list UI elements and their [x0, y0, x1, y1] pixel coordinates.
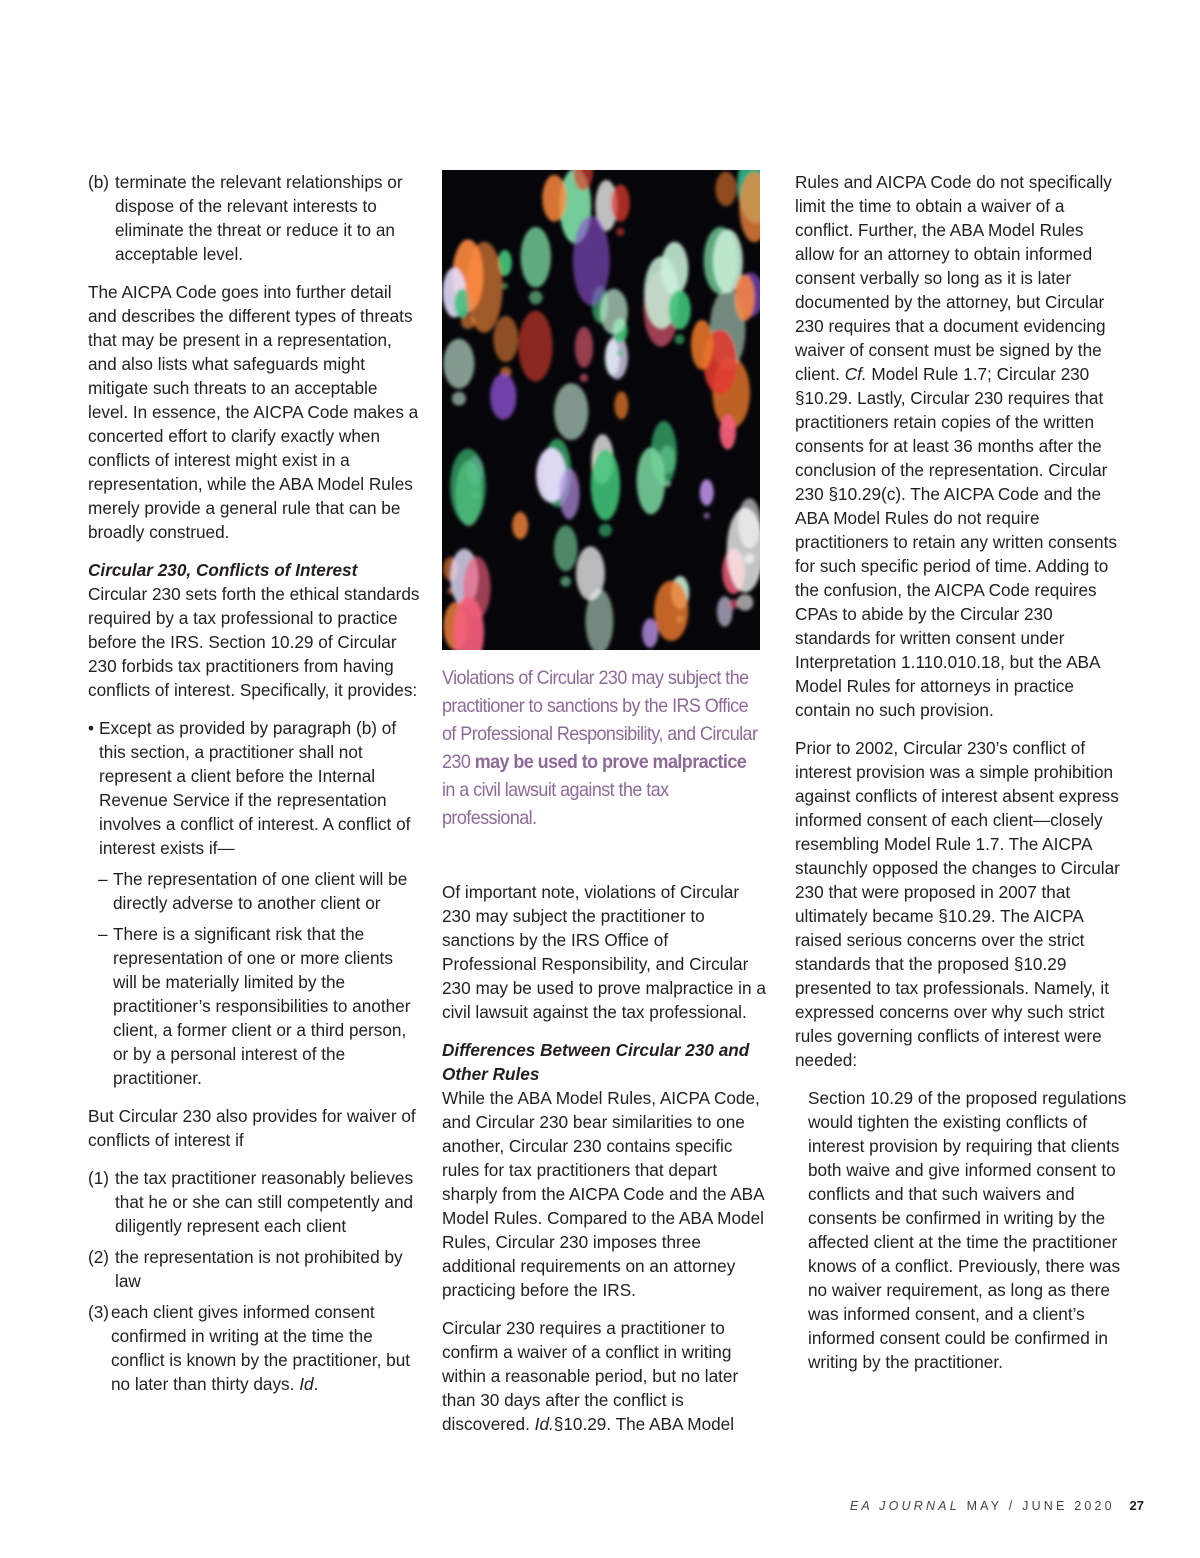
bokeh-light	[554, 525, 578, 571]
bullet-text: Except as provided by paragraph (b) of this section, a practitioner shall not represent a client before the Internal Revenue Service if the representation involves a conflict of interest. A conflict of interest exists if—	[99, 718, 411, 858]
bokeh-light	[614, 392, 628, 420]
bokeh-light	[715, 172, 736, 207]
bokeh-lights-graphic	[442, 170, 760, 650]
paragraph-aicpa-code: The AICPA Code goes into further detail and describes the different types of threats that may be present in a representation, and also lists what safeguards might mitigate such threats to an acceptable level. In essence, the AICPA Code makes a concerted effort to clarify exactly when conflicts of interest might exist in a representation, while the ABA Model Rules merely provide a general rule that can be broadly construed.	[88, 282, 419, 542]
bokeh-light	[466, 242, 503, 333]
dash-marker: –	[98, 924, 108, 944]
bokeh-dot	[675, 334, 685, 344]
pull-quote-text-end: in a civil lawsuit against the tax professional.	[442, 779, 669, 829]
bokeh-light	[611, 185, 630, 222]
bokeh-light	[512, 512, 528, 539]
citation: Id	[299, 1374, 314, 1394]
paragraph-differences: While the ABA Model Rules, AICPA Code, and Circular 230 bear similarities to one another, Circular 230 contains specific rules for tax practitioners that depart sharply from the AICPA Code and the ABA Model Rules. Compared to the ABA Model Rules, Circular 230 imposes three additional requirements on an attorney practicing before the IRS.	[442, 1088, 764, 1300]
page-footer	[0, 1498, 1144, 1513]
column-right	[795, 170, 1127, 1374]
column-left	[88, 170, 420, 1403]
bokeh-light	[637, 447, 666, 514]
paragraph-text: Circular 230 requires a practitioner to confirm a waiver of a conflict in writing within a reasonable period, but no later than 30 days after the conflict is discovered.	[442, 1318, 739, 1434]
list-item-2	[88, 1245, 420, 1293]
bokeh-light	[720, 414, 736, 449]
journal-name: EA JOURNAL	[849, 1499, 960, 1513]
bokeh-lights-photo	[442, 170, 760, 650]
bokeh-light	[591, 449, 620, 520]
pull-quote-emphasis: may be used to prove malpractice	[474, 751, 747, 773]
bokeh-dot	[599, 524, 612, 537]
bokeh-light	[576, 546, 605, 600]
list-item-text: terminate the relevant relationships or dispose of the relevant interests to eliminate the threat or reduce it to an acceptable level.	[115, 172, 403, 264]
bokeh-dot	[580, 374, 588, 382]
paragraph-text: Rules and AICPA Code do not specifically limit the time to obtain a waiver of a conflict. Further, the ABA Model Rules allow for an attorney to obtain informed consent verbally so long as it is later documented by the attorney, but Circular 230 requires that a document evidencing waiver of consent must be signed by the client.	[795, 172, 1112, 384]
bokeh-dot	[452, 392, 466, 406]
list-item-b	[88, 170, 420, 266]
bokeh-light	[559, 469, 579, 520]
section-differences	[442, 1038, 767, 1302]
bullet-marker: •	[88, 718, 95, 738]
dash-text: There is a significant risk that the representation of one or more clients will be materially limited by the practitioner’s responsibilities to another client, a former client or a third person, or by a personal interest of the practitioner.	[113, 924, 411, 1088]
bokeh-light	[518, 311, 552, 382]
pull-quote	[442, 664, 759, 832]
bokeh-light	[700, 479, 714, 505]
bokeh-light	[600, 289, 628, 335]
list-item-text: each client gives informed consent confirmed in writing at the time the conflict is known by the practitioner, but no later than thirty days.	[111, 1302, 411, 1394]
bokeh-light	[738, 498, 760, 548]
page-number: 27	[1129, 1498, 1144, 1513]
list-item-1	[88, 1166, 420, 1238]
issue-date: MAY / JUNE 2020	[966, 1499, 1115, 1513]
list-item-3: (3) each client gives informed consent confirmed in writing at the time the conflict is known by the practitioner, but no later than thirty days. Id.	[88, 1302, 411, 1394]
section-heading: Differences Between Circular 230 and Other Rules	[442, 1040, 750, 1084]
paragraph-circular-230: Circular 230 sets forth the ethical standards required by a tax professional to practice before the IRS. Section 10.29 of Circular 230 forbids tax practitioners from having conflicts of interest. Specifically, it provides:	[88, 584, 420, 700]
bokeh-light	[493, 316, 518, 362]
bokeh-light	[573, 216, 610, 306]
bokeh-dot	[704, 513, 710, 519]
bokeh-light	[490, 373, 516, 419]
list-marker: (b)	[88, 172, 110, 192]
dash-item-2	[88, 922, 420, 1090]
bokeh-dot	[502, 283, 508, 289]
bokeh-light	[521, 227, 551, 288]
bokeh-light	[669, 290, 691, 329]
bokeh-light	[735, 274, 755, 321]
bokeh-dot	[617, 350, 624, 357]
citation: Cf.	[844, 364, 867, 384]
paragraph-waiver-writing	[442, 1316, 767, 1436]
paragraph-text-end: §10.29. The ABA Model	[553, 1414, 735, 1434]
dash-item-1	[88, 867, 420, 915]
paragraph-important-note: Of important note, violations of Circular 230 may subject the practitioner to sanctions by the IRS Office of Professional Responsibility, and Circular 230 may be used to prove malpractice in a civil lawsuit against the tax professional.	[442, 882, 766, 1022]
bokeh-dot	[529, 291, 543, 305]
bokeh-light	[575, 327, 593, 368]
section-heading: Circular 230, Conflicts of Interest	[88, 560, 358, 580]
dash-marker: –	[98, 869, 108, 889]
paragraph-model-rules	[795, 170, 1127, 722]
list-item-text: the tax practitioner reasonably believes that he or she can still competently and diligently represent each client	[115, 1168, 414, 1236]
bokeh-light	[554, 383, 588, 440]
bokeh-dot	[560, 576, 571, 587]
bokeh-light	[443, 339, 474, 389]
bokeh-light	[691, 320, 713, 370]
list-marker: (1)	[88, 1168, 110, 1188]
list-marker: (3)	[88, 1302, 110, 1322]
bokeh-light	[654, 581, 688, 641]
bokeh-light	[661, 242, 689, 296]
bokeh-dot	[616, 228, 624, 236]
paragraph-waiver: But Circular 230 also provides for waiver of conflicts of interest if	[88, 1106, 416, 1150]
bokeh-dot	[737, 594, 754, 611]
bokeh-dot	[744, 553, 754, 563]
citation: Id.	[534, 1414, 554, 1434]
block-quote: Section 10.29 of the proposed regulations would tighten the existing conflicts of interest provision by requiring that clients both waive and give informed consent to conflicts and that such waivers and consents be confirmed in writing by the affected client at the time the practitioner knows of a conflict. Previously, there was no waiver requirement, as long as there was informed consent, and a client’s informed consent could be confirmed in writing by the practitioner.	[808, 1088, 1127, 1372]
paragraph-prior-2002: Prior to 2002, Circular 230’s conflict of interest provision was a simple prohibition against conflicts of interest absent express informed consent of each client—closely resembling Model Rule 1.7. The AICPA staunchly opposed the changes to Circular 230 that were proposed in 2007 that ultimately became §10.29. The AICPA raised serious concerns over the strict standards that the proposed §10.29 presented to tax professionals. Namely, it expressed concerns over why such strict rules governing conflicts of interest were needed:	[795, 738, 1120, 1070]
section-circular-230	[88, 558, 420, 702]
list-marker: (2)	[88, 1247, 110, 1267]
bokeh-light	[542, 175, 566, 222]
bokeh-light	[450, 449, 486, 524]
bullet-item	[88, 716, 420, 860]
column-middle	[442, 170, 767, 1450]
pull-quote-text: Violations of Circular 230 may subject the practitioner to sanctions by the IRS Office of Professional Responsibility, and Circular 230	[442, 667, 758, 773]
paragraph-text-end: Model Rule 1.7; Circular 230 §10.29. Lastly, Circular 230 requires that practitioners retain copies of the written consents for at least 36 months after the conclusion of the representation. Circular 230 §10.29(c). The AICPA Code and the ABA Model Rules do not require practitioners to retain any written consents for such specific period of time. Adding to the confusion, the AICPA Code requires CPAs to abide by the Circular 230 standards for written consent under Interpretation 1.110.010.18, but the ABA Model Rules for attorneys in practice contain no such provision.	[795, 364, 1117, 720]
dash-text: The representation of one client will be directly adverse to another client or	[113, 869, 408, 913]
list-item-text: the representation is not prohibited by law	[115, 1247, 403, 1291]
